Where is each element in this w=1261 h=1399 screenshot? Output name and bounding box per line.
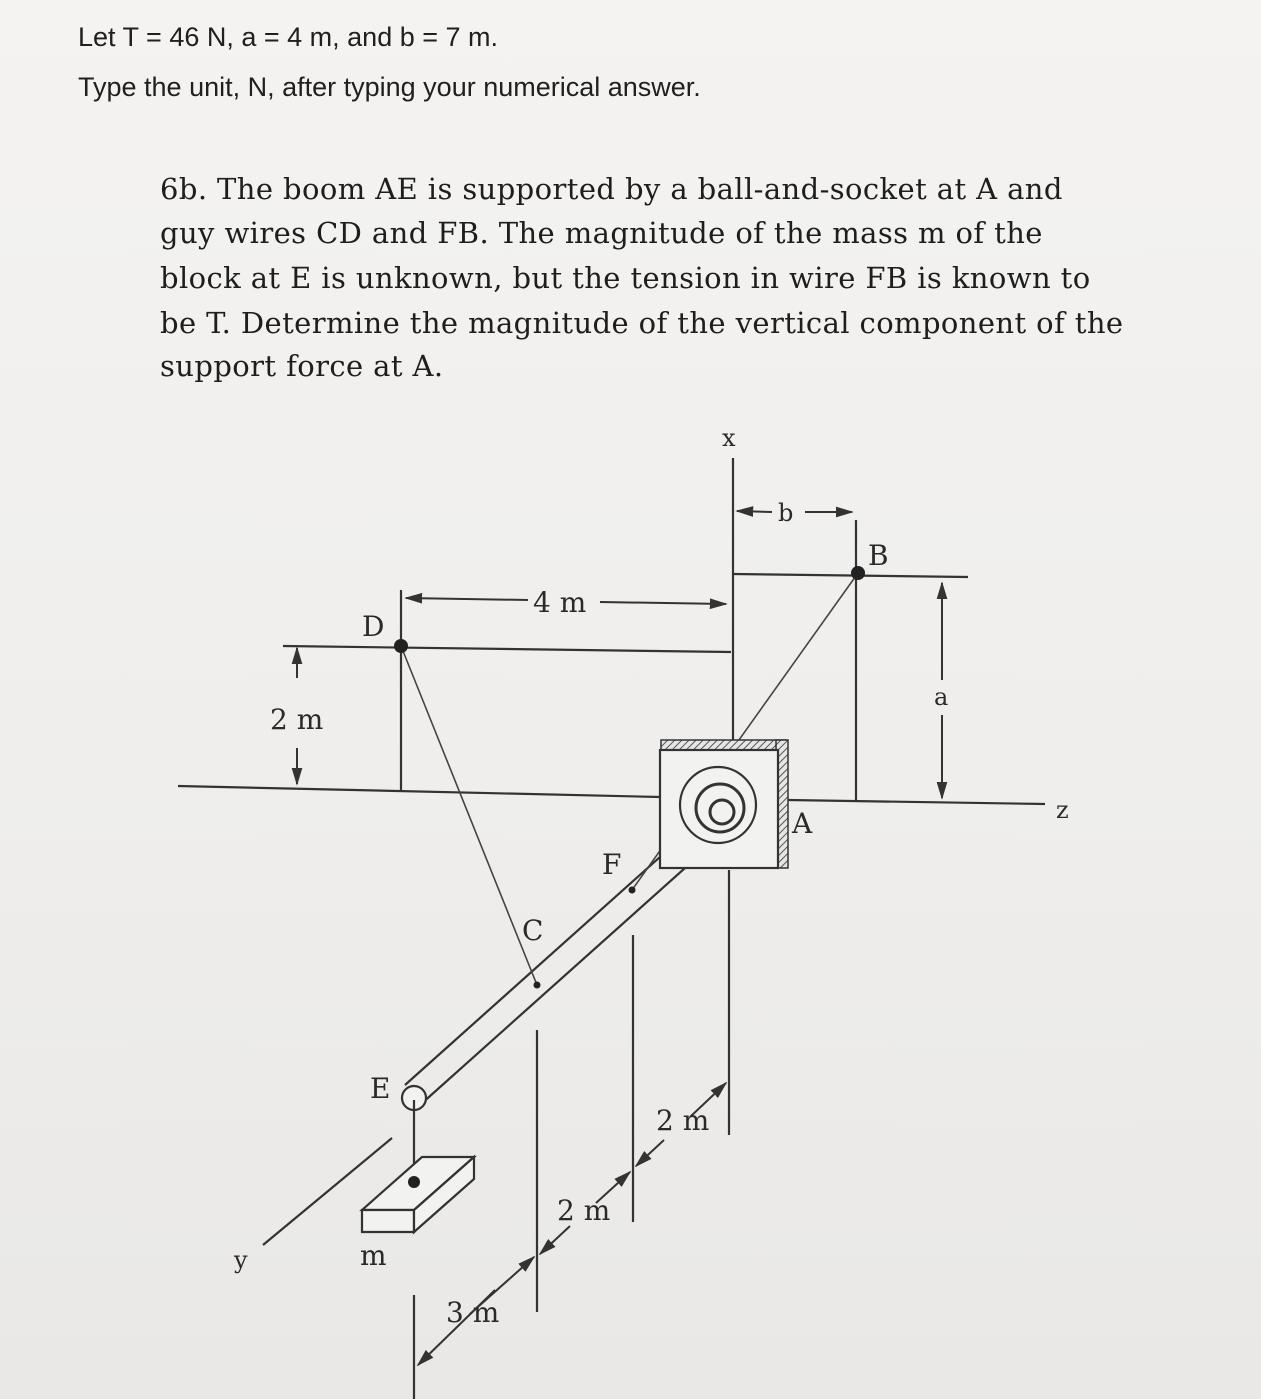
problem-statement-line: 6b. The boom AE is supported by a ball-and-socket at A and [160,172,1063,206]
point-f-marker [629,887,636,894]
dim-b-label: b [778,499,794,527]
dim-2m-mid-arrow-lower [540,1226,570,1254]
point-e-label: E [370,1072,391,1105]
point-c-label: C [522,914,544,947]
dim-2m-right-arrow-lower [636,1140,664,1166]
b-level-line [733,574,968,577]
problem-statement-line: block at E is unknown, but the tension in wire FB is known to [160,261,1091,295]
dim-a-label: a [934,683,949,711]
block-attachment-point [408,1176,420,1188]
given-values-text: Let T = 46 N, a = 4 m, and b = 7 m. [78,22,499,52]
axis-z-label: z [1056,796,1069,824]
point-d-marker [394,639,408,653]
axis-y-label: y [234,1246,248,1274]
wall-bracket-top-hatch [661,740,786,750]
d-level-line [283,646,731,652]
dim-3m-label: 3 m [446,1296,500,1329]
dim-4m-left-arrow [406,598,528,600]
dim-4m-right-arrow [600,602,726,604]
dim-2m-mid-label: 2 m [557,1194,611,1227]
point-d-label: D [362,610,385,643]
dim-b-left-arrow [737,511,772,512]
axis-x-label: x [722,424,736,452]
point-b-marker [851,566,865,580]
wire-cd [401,646,537,985]
unit-instruction-text: Type the unit, N, after typing your numerical answer. [78,72,701,102]
mass-label: m [360,1239,387,1272]
z-axis-right [788,800,1045,804]
problem-statement-line: be T. Determine the magnitude of the vertical component of the [160,306,1124,340]
z-axis-left [178,786,660,797]
dim-2m-left-label: 2 m [270,703,324,736]
point-c-marker [534,982,541,989]
point-a-label: A [792,807,813,840]
point-f-label: F [602,848,622,881]
problem-statement-line: support force at A. [160,349,444,383]
dim-2m-right-label: 2 m [656,1104,710,1137]
mass-block-front [362,1210,414,1232]
dim-4m-label: 4 m [533,586,587,619]
point-b-label: B [868,539,889,572]
problem-statement-line: guy wires CD and FB. The magnitude of the mass m of the [160,216,1043,250]
